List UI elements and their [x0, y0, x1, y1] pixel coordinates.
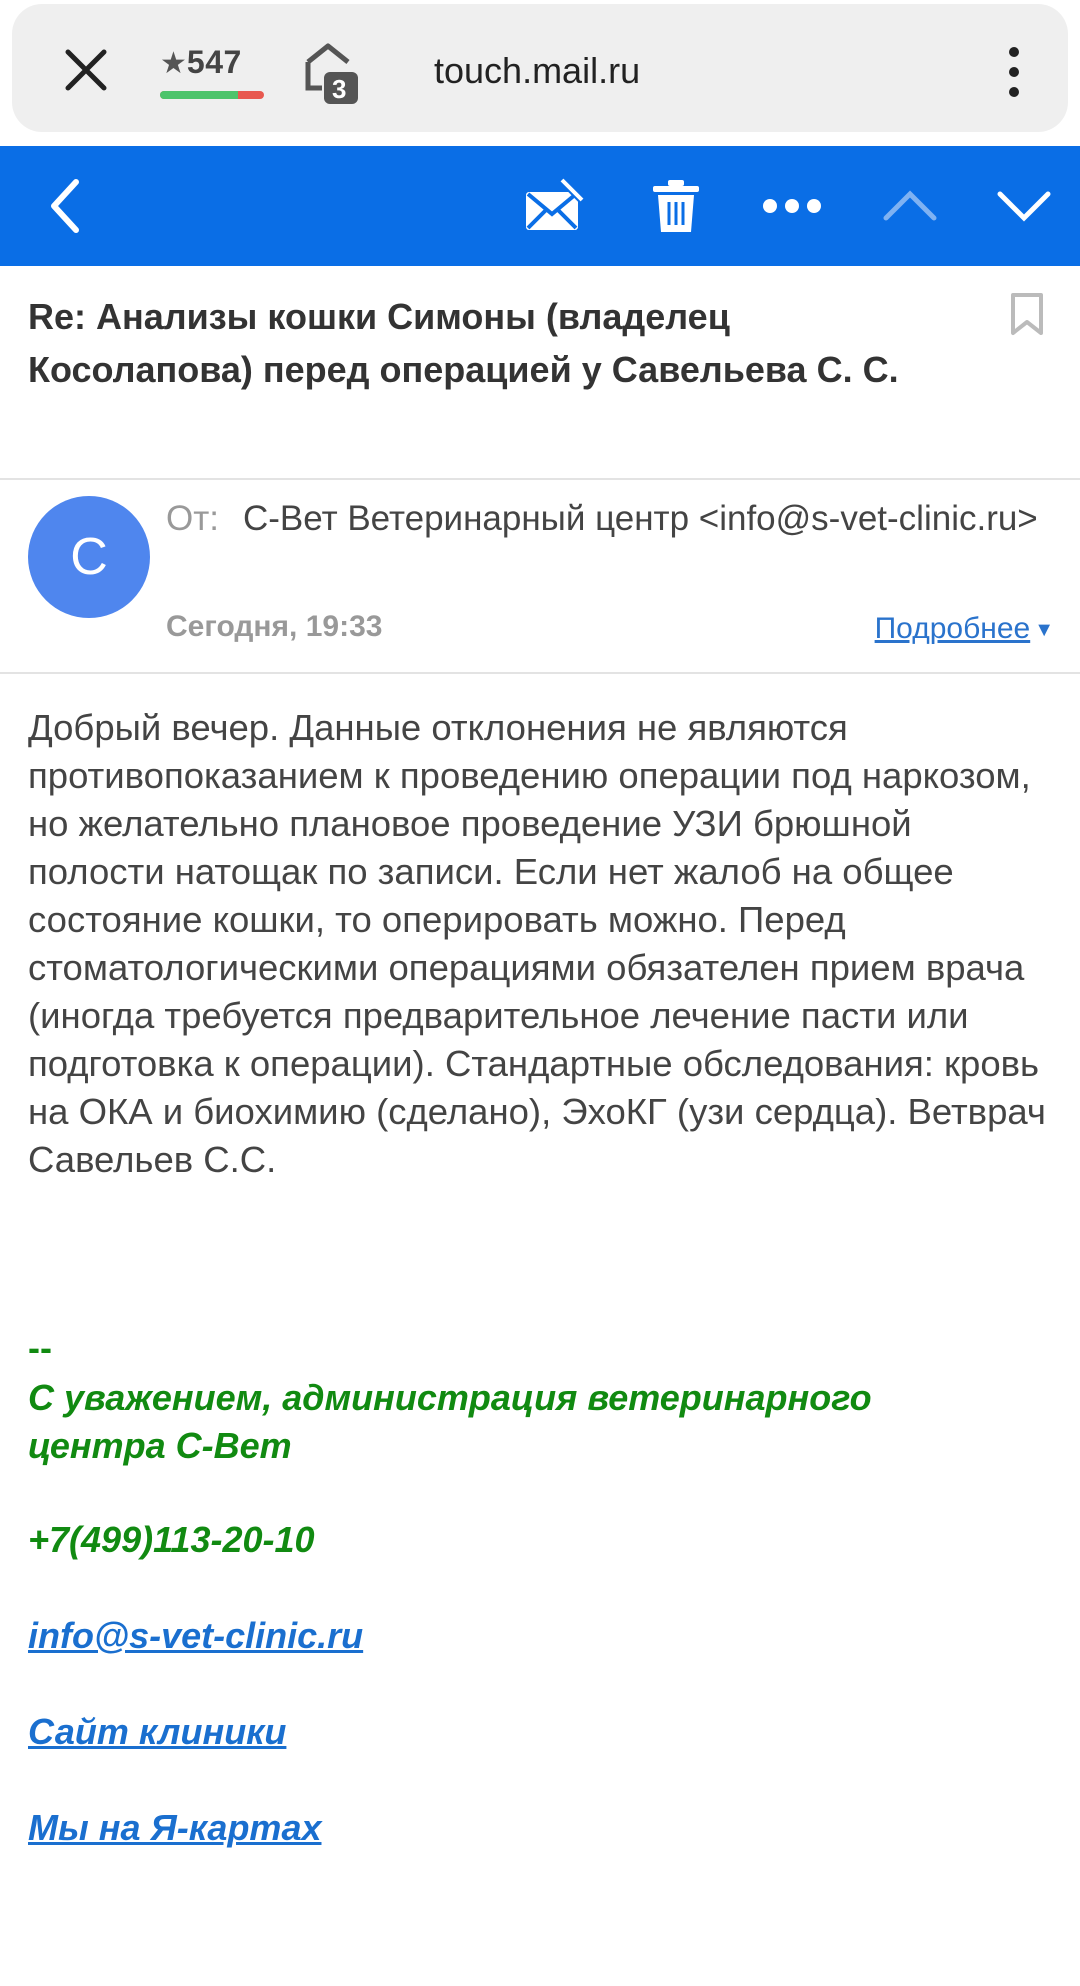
signature-dashes: -- — [28, 1327, 52, 1368]
caret-down-icon: ▼ — [1034, 618, 1054, 641]
message-body: Добрый вечер. Данные отклонения не являются противопоказанием к проведению операции под наркозом, но желательно плановое проведение УЗИ брюшной полости натощак по записи. Если нет жалоб на общее состояние кошки, то оперировать можно. Перед стоматологическими операциями обязателен прием врача (иногда требуется предварительное лечение пасти или подготовка к операции). Стандартные обследования: кровь на ОКА и биохимию (сделано), ЭхоКГ (узи сердца). Ветврач Савельев С.С. — [28, 707, 1046, 1180]
back-icon[interactable] — [28, 168, 104, 244]
mark-unread-icon[interactable] — [516, 168, 592, 244]
sender-name: С-Вет Ветеринарный центр <info@s-vet-clinic.ru> — [242, 499, 1038, 538]
sender-info — [166, 492, 1046, 546]
more-icon[interactable] — [754, 168, 830, 244]
signature-email-link[interactable]: info@s-vet-clinic.ru — [28, 1615, 364, 1656]
browser-menu-icon[interactable] — [1002, 44, 1026, 100]
star-icon: ★ — [160, 47, 187, 80]
details-link[interactable]: Подробнее ▼ — [874, 612, 1054, 645]
mail-toolbar — [0, 146, 1080, 266]
from-label: От: — [166, 499, 219, 538]
avatar: С — [28, 496, 150, 618]
trash-icon[interactable] — [638, 168, 714, 244]
up-icon[interactable] — [872, 168, 948, 244]
browser-address-bar — [12, 4, 1068, 132]
down-icon[interactable] — [986, 168, 1062, 244]
close-icon[interactable] — [60, 44, 112, 96]
clinic-site-link[interactable]: Сайт клиники — [28, 1711, 287, 1752]
site-rating[interactable] — [160, 44, 242, 81]
tabs-button[interactable] — [300, 38, 370, 108]
rating-value: 547 — [186, 44, 242, 80]
divider — [0, 478, 1080, 480]
message-subject: Re: Анализы кошки Симоны (владелец Косолапова) перед операцией у Савельева С. С. — [28, 296, 899, 390]
yandex-maps-link[interactable]: Мы на Я-картах — [28, 1807, 322, 1848]
url-field[interactable]: touch.mail.ru — [434, 50, 641, 91]
message-date: Сегодня, 19:33 — [166, 610, 383, 643]
signature-phone: +7(499)113-20-10 — [28, 1519, 315, 1560]
bookmark-icon[interactable] — [1010, 292, 1044, 336]
rating-bar — [160, 91, 264, 99]
tab-count: 3 — [332, 74, 347, 104]
signature-greeting: С уважением, администрация ветеринарного центра С-Вет — [28, 1377, 872, 1466]
divider — [0, 672, 1080, 674]
